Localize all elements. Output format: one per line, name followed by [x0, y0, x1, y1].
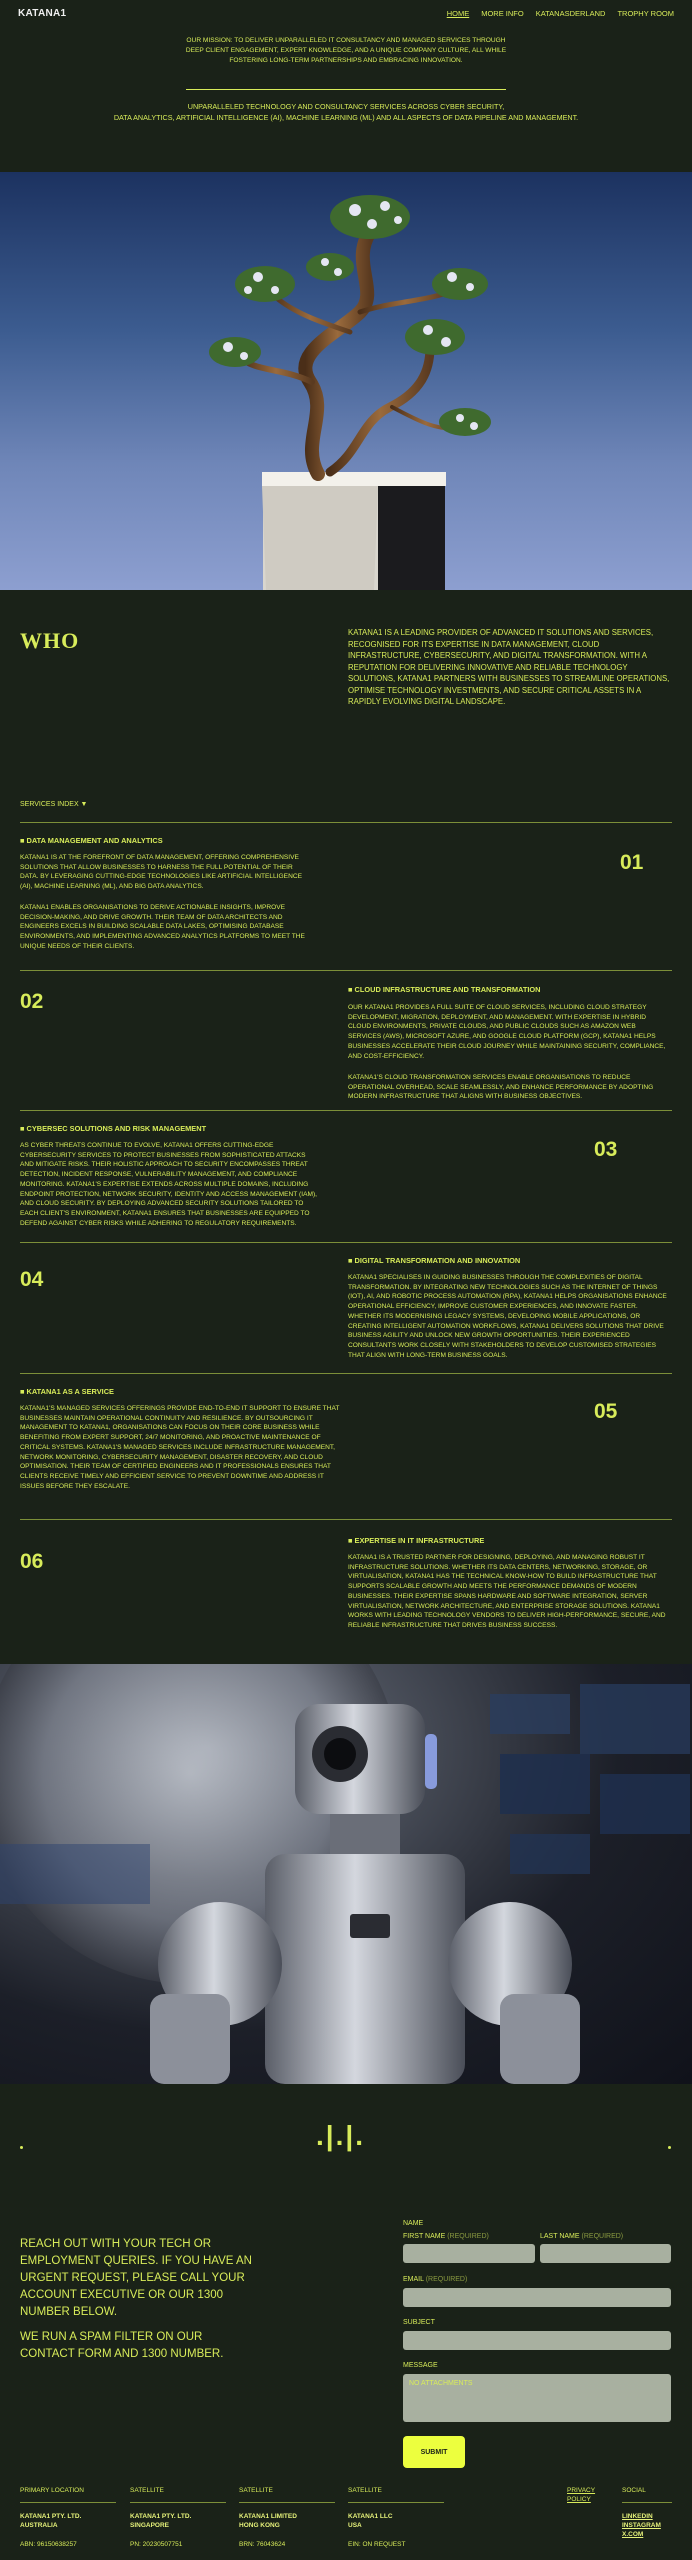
brand-mark: .|.|. [316, 2120, 366, 2151]
service-03-number: 03 [594, 1138, 618, 1161]
message-textarea[interactable] [403, 2374, 671, 2422]
service-02-paragraph-1: OUR KATANA1 PROVIDES A FULL SUITE OF CLOUD SERVICES, INCLUDING CLOUD STRATEGY DEVELOPMENT, MIGRATION, DEPLOYMENT, AND MANAGEMENT. WITH EXPERTISE IN HYBRID CLOUD ENVIRONMENTS, PRIVATE CLOUDS, AND PUBLIC CLOUDS SUCH AS AMAZON WEB SERVICES (AWS), MICROSOFT AZURE, AND GOOGLE CLOUD PLATFORM (GCP), KATANA1 HELPS BUSINESSES ACCELERATE THEIR CLOUD JOURNEY WHILE MAINTAINING SECURITY, COMPLIANCE, AND COST-EFFICIENCY. [348, 1004, 666, 1060]
name-label: NAME [403, 2220, 424, 2227]
robot-image [0, 1664, 692, 2084]
footer-privacy [567, 2486, 607, 2504]
tagline-line-2: DATA ANALYTICS, ARTIFICIAL INTELLIGENCE (AI), MACHINE LEARNING (ML) AND ALL ASPECTS OF DATA PIPELINE AND MANAGEMENT. [113, 113, 579, 122]
service-04-title: ■ DIGITAL TRANSFORMATION AND INNOVATION [348, 1256, 521, 1265]
privacy-policy-link[interactable]: PRIVACY POLICY [567, 2487, 596, 2503]
service-03-paragraph-1: AS CYBER THREATS CONTINUE TO EVOLVE, KATANA1 OFFERS CUTTING-EDGE CYBERSECURITY SERVICES TO PROTECT BUSINESSES FROM SOPHISTICATED ATTACKS AND MITIGATE RISKS. THEIR HOLISTIC APPROACH TO SECURITY ENCOMPASSES THREAT DETECTION, INCIDENT RESPONSE, VULNERABILITY MANAGEMENT, AND COMPLIANCE MONITORING. KATANA1'S EXPERTISE EXTENDS ACROSS MULTIPLE DOMAINS, INCLUDING ENDPOINT PROTECTION, NETWORK SECURITY, IDENTITY AND ACCESS MANAGEMENT (IAM), AND CLOUD SECURITY. BY DEPLOYING ADVANCED SECURITY SOLUTIONS TAILORED TO EACH CLIENT'S ENVIRONMENT, KATANA1 ENSURES THAT BUSINESSES ARE EQUIPPED TO DEFEND AGAINST CYBER RISKS WHILE ADHERING TO REGULATORY REQUIREMENTS. [20, 1142, 317, 1227]
footer-satellite-singapore: SATELLITE KATANA1 PTY. LTD. SINGAPORE PN: 20230507751 [130, 2486, 226, 2549]
service-divider [20, 822, 672, 823]
last-name-label: LAST NAME (REQUIRED) [540, 2233, 624, 2240]
service-divider [20, 1110, 672, 1111]
subject-input[interactable] [403, 2331, 671, 2350]
service-04-paragraph-1: KATANA1 SPECIALISES IN GUIDING BUSINESSES THROUGH THE COMPLEXITIES OF DIGITAL TRANSFORMATION. BY INTEGRATING NEW TECHNOLOGIES SUCH AS THE INTERNET OF THINGS (IOT), AI, AND ROBOTIC PROCESS AUTOMATION (RPA), KATANA1 HELPS ORGANISATIONS ENHANCE OPERATIONAL EFFICIENCY, IMPROVE CUSTOMER EXPERIENCES, AND INNOVATE FASTER. WHETHER ITS MODERNISING LEGACY SYSTEMS, DEVELOPING MOBILE APPLICATIONS, OR CREATING INTELLIGENT AUTOMATION WORKFLOWS, KATANA1 DELIVERS SOLUTIONS THAT DRIVE BUSINESS AGILITY AND UNLOCK NEW GROWTH OPPORTUNITIES. THEIR EXPERIENCED CONSULTANTS WORK CLOSELY WITH STAKEHOLDERS TO DEVELOP CUSTOMISED STRATEGIES THAT ALIGN WITH LONG-TERM BUSINESS GOALS. [348, 1274, 667, 1359]
service-02-number: 02 [20, 990, 44, 1013]
subject-label: SUBJECT [403, 2319, 435, 2326]
tagline-line-1: UNPARALLELED TECHNOLOGY AND CONSULTANCY SERVICES ACROSS CYBER SECURITY, [187, 102, 505, 111]
service-02-paragraph-2: KATANA1'S CLOUD TRANSFORMATION SERVICES ENABLE ORGANISATIONS TO REDUCE OPERATIONAL OVERHEAD, SCALE SEAMLESSLY, AND ENHANCE PERFORMANCE BY ADOPTING MODERN INFRASTRUCTURE THAT ALIGNS WITH BUSINESS OBJECTIVES. [348, 1074, 654, 1101]
site-header [0, 0, 692, 172]
who-heading: WHO [20, 628, 80, 653]
service-01-title: ■ DATA MANAGEMENT AND ANALYTICS [20, 836, 163, 845]
service-divider [20, 1242, 672, 1243]
contact-intro-paragraph-2: WE RUN A SPAM FILTER ON OUR CONTACT FORM AND 1300 NUMBER. [20, 2331, 224, 2360]
contact-intro-paragraph-1: REACH OUT WITH YOUR TECH OR EMPLOYMENT QUERIES. IF YOU HAVE AN URGENT REQUEST, PLEASE CALL YOUR ACCOUNT EXECUTIVE OR OUR 1300 NUMBER BELOW. [20, 2238, 252, 2318]
nav-home[interactable]: HOME [446, 9, 470, 18]
service-06-paragraph-1: KATANA1 IS A TRUSTED PARTNER FOR DESIGNING, DEPLOYING, AND MANAGING ROBUST IT INFRASTRUCTURE SOLUTIONS. WHETHER ITS DATA CENTERS, NETWORKING, STORAGE, OR VIRTUALISATION, KATANA1 HAS THE TECHNICAL KNOW-HOW TO BUILD INFRASTRUCTURE THAT SUPPORTS SCALABLE GROWTH AND MEETS THE PERFORMANCE DEMANDS OF MODERN BUSINESSES. THEIR EXPERTISE SPANS HARDWARE AND SOFTWARE INTEGRATION, SERVER VIRTUALISATION, NETWORK ARCHITECTURE, AND ENTERPRISE STORAGE SOLUTIONS. KATANA1 WORKS WITH LEADING TECHNOLOGY VENDORS TO DELIVER HIGH-PERFORMANCE, SECURE, AND RELIABLE INFRASTRUCTURE THAT DRIVES BUSINESS SUCCESS. [348, 1554, 666, 1629]
submit-button[interactable]: SUBMIT [403, 2436, 465, 2468]
service-06-title: ■ EXPERTISE IN IT INFRASTRUCTURE [348, 1536, 485, 1545]
service-02-title: ■ CLOUD INFRASTRUCTURE AND TRANSFORMATION [348, 985, 541, 994]
robot-illustration [0, 1664, 692, 2084]
nav-more-info[interactable]: MORE INFO [481, 9, 524, 18]
decor-dot-right [668, 2146, 671, 2149]
service-05-paragraph-1: KATANA1'S MANAGED SERVICES OFFERINGS PROVIDE END-TO-END IT SUPPORT TO ENSURE THAT BUSINESSES MAINTAIN OPERATIONAL CONTINUITY AND RESILIENCE. BY OUTSOURCING IT MANAGEMENT TO KATANA1, ORGANISATIONS CAN FOCUS ON THEIR CORE BUSINESS WHILE BENEFITING FROM EXPERT SUPPORT, 24/7 MONITORING, AND PROACTIVE MAINTENANCE OF CRITICAL SYSTEMS. KATANA1'S MANAGED SERVICES INCLUDE INFRASTRUCTURE MANAGEMENT, NETWORK MONITORING, CYBERSECURITY MANAGEMENT, DISASTER RECOVERY, AND CLOUD OPTIMISATION. THEIR TEAM OF CERTIFIED ENGINEERS AND IT PROFESSIONALS ENSURES THAT CLIENTS RECEIVE TIMELY AND EFFICIENT SERVICE TO PREVENT DOWNTIME AND ADDRESS IT ISSUES BEFORE THEY ESCALATE. [20, 1405, 340, 1490]
footer-primary-location: PRIMARY LOCATION KATANA1 PTY. LTD. AUSTRALIA ABN: 96150638257 [20, 2486, 116, 2549]
message-label: MESSAGE [403, 2362, 438, 2369]
main-nav [447, 9, 674, 18]
service-03-title: ■ CYBERSEC SOLUTIONS AND RISK MANAGEMENT [20, 1124, 207, 1133]
service-divider [20, 1373, 672, 1374]
service-01-paragraph-1: KATANA1 IS AT THE FOREFRONT OF DATA MANAGEMENT, OFFERING COMPREHENSIVE SOLUTIONS THAT ALLOW BUSINESSES TO HARNESS THE FULL POTENTIAL OF THEIR DATA. BY LEVERAGING CUTTING-EDGE TECHNOLOGIES LIKE ARTIFICIAL INTELLIGENCE (AI), MACHINE LEARNING (ML), AND BIG DATA ANALYTICS. [20, 854, 303, 891]
linkedin-link[interactable]: LINKEDIN [622, 2513, 653, 2520]
contact-intro [20, 2236, 260, 2363]
email-input[interactable] [403, 2288, 671, 2307]
service-05-number: 05 [594, 1400, 618, 1423]
service-05-title: ■ KATANA1 AS A SERVICE [20, 1387, 114, 1396]
first-name-label: FIRST NAME (REQUIRED) [403, 2233, 489, 2240]
header-divider [186, 89, 506, 90]
hero-bonsai-image [0, 172, 692, 590]
service-01-paragraph-2: KATANA1 ENABLES ORGANISATIONS TO DERIVE ACTIONABLE INSIGHTS, IMPROVE DECISION-MAKING, AND DRIVE GROWTH. THEIR TEAM OF DATA ARCHITECTS AND ENGINEERS EXCELS IN BUILDING SCALABLE DATA LAKES, OPTIMISING DATABASE ENVIRONMENTS, AND IMPLEMENTING ADVANCED ANALYTICS PLATFORMS TO MEET THE UNIQUE NEEDS OF THEIR CLIENTS. [20, 904, 305, 950]
mission-statement: OUR MISSION: TO DELIVER UNPARALLELED IT CONSULTANCY AND MANAGED SERVICES THROUGH DEEP CLIENT ENGAGEMENT, EXPERT KNOWLEDGE, AND A UNIQUE COMPANY CULTURE, ALL WHILE FOSTERING LONG-TERM PARTNERSHIPS AND EMBRACING INNOVATION. [185, 37, 507, 64]
footer-social: SOCIAL LINKEDIN INSTAGRAM X.COM [622, 2486, 672, 2539]
service-04-number: 04 [20, 1268, 44, 1291]
service-divider [20, 970, 672, 971]
service-06-number: 06 [20, 1550, 44, 1573]
decor-dot-left [20, 2146, 23, 2149]
first-name-input[interactable] [403, 2244, 535, 2263]
x-link[interactable]: X.COM [622, 2531, 644, 2538]
tagline [40, 101, 652, 123]
services-index-toggle[interactable]: SERVICES INDEX ▼ [20, 801, 88, 808]
bonsai-tree-illustration [0, 172, 692, 590]
service-divider [20, 1519, 672, 1520]
nav-katanasderland[interactable]: KATANASDERLAND [535, 9, 606, 18]
nav-trophy-room[interactable]: TROPHY ROOM [617, 9, 674, 18]
site-logo[interactable]: KATANA1 [18, 8, 67, 19]
footer-satellite-hong-kong: SATELLITE KATANA1 LIMITED HONG KONG BRN: 76043624 [239, 2486, 335, 2549]
last-name-input[interactable] [540, 2244, 671, 2263]
who-description: KATANA1 IS A LEADING PROVIDER OF ADVANCED IT SOLUTIONS AND SERVICES, RECOGNISED FOR ITS EXPERTISE IN DATA MANAGEMENT, CLOUD INFRASTRUCTURE, CYBERSECURITY, AND DIGITAL TRANSFORMATION. WITH A REPUTATION FOR DELIVERING INNOVATIVE AND RELIABLE TECHNOLOGY SOLUTIONS, KATANA1 PARTNERS WITH BUSINESSES TO STREAMLINE OPERATIONS, OPTIMISE TECHNOLOGY INVESTMENTS, AND SECURE CRITICAL ASSETS IN A RAPIDLY EVOLVING DIGITAL LANDSCAPE. [348, 628, 670, 706]
instagram-link[interactable]: INSTAGRAM [622, 2522, 661, 2529]
email-label: EMAIL (REQUIRED) [403, 2276, 468, 2283]
service-01-number: 01 [620, 851, 644, 874]
footer-satellite-usa: SATELLITE KATANA1 LLC USA EIN: ON REQUEST [348, 2486, 444, 2549]
